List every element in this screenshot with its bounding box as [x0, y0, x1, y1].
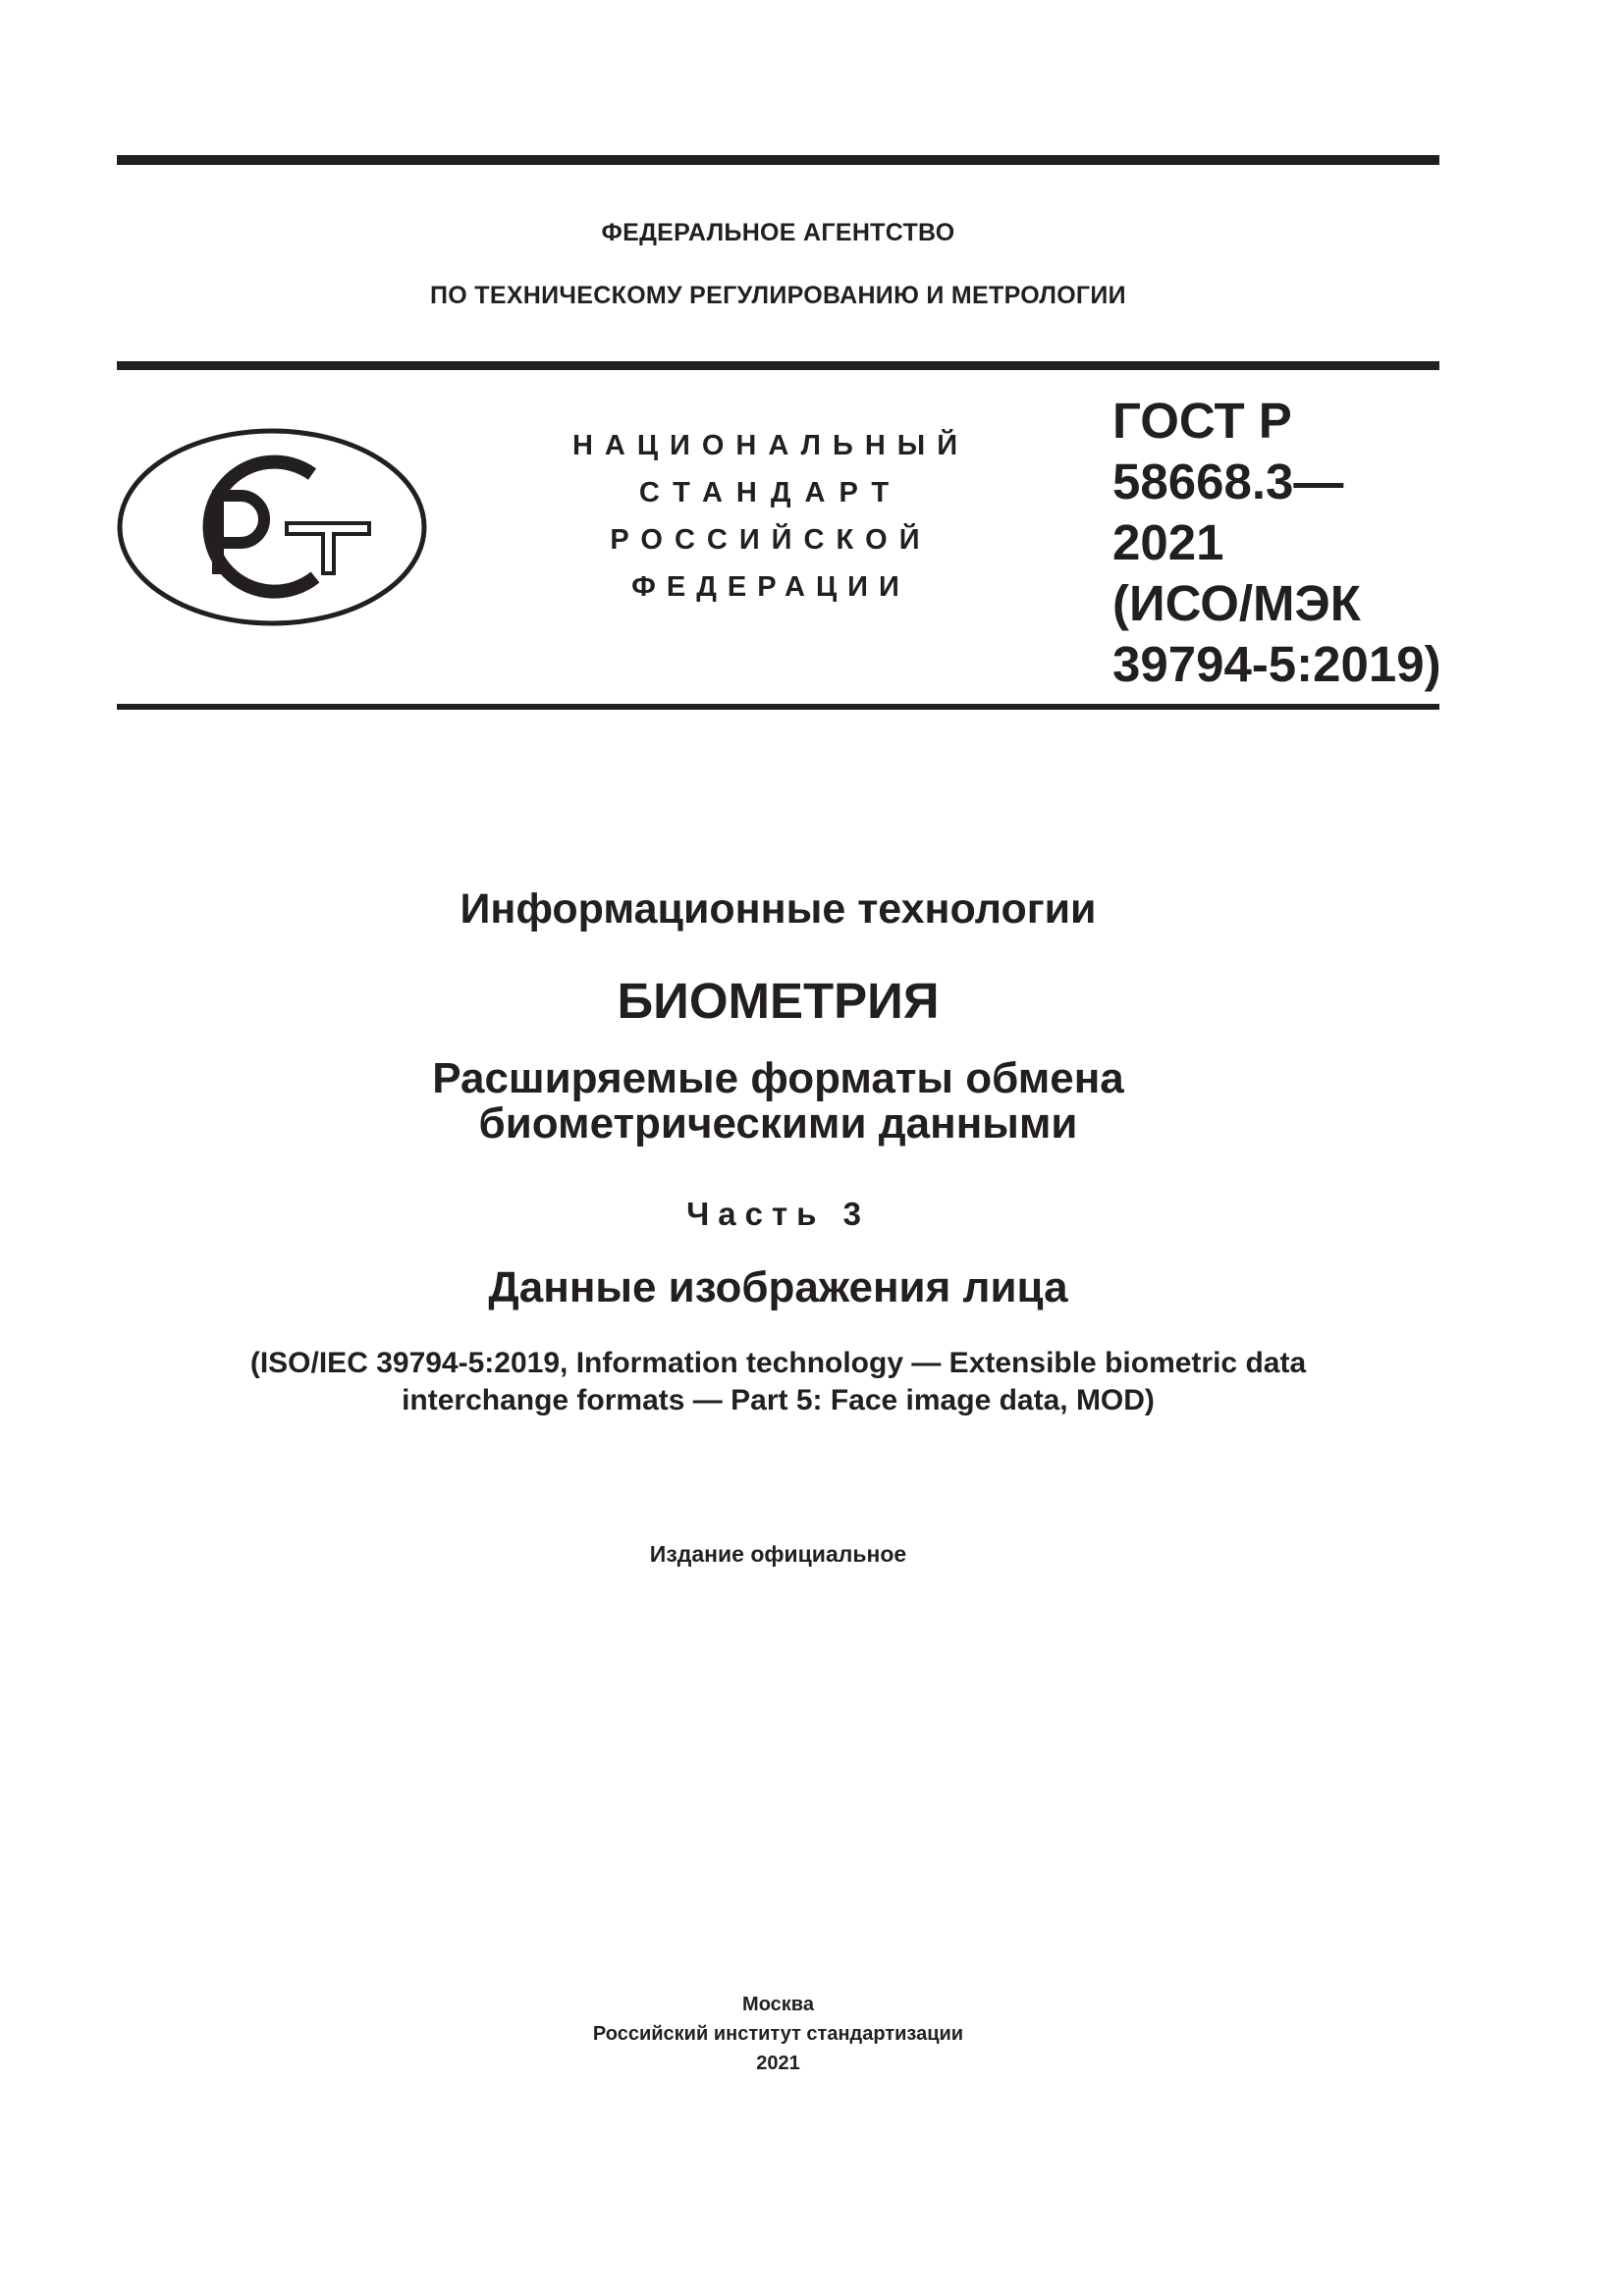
- part-number-text: Часть 3: [686, 1196, 870, 1232]
- designation-line-4: (ИСО/МЭК: [1112, 575, 1361, 631]
- national-standard-line-1: НАЦИОНАЛЬНЫЙ: [571, 430, 970, 461]
- footer-publisher: Российский институт стандартизации: [592, 2023, 964, 2045]
- designation-line-2: 58668.3—: [1112, 454, 1344, 509]
- general-title-text: Информационные технологии: [460, 885, 1097, 933]
- designation-line-1: ГОСТ Р: [1112, 393, 1292, 449]
- subtitle: [117, 1056, 1439, 1147]
- part-title-text: Данные изображения лица: [488, 1263, 1068, 1311]
- footer-year: 2021: [756, 2053, 800, 2074]
- footer-city: Москва: [742, 1994, 814, 2015]
- designation-line-5: 39794-5:2019): [1112, 636, 1441, 692]
- national-standard-line-4: ФЕДЕРАЦИИ: [631, 571, 910, 603]
- iso-reference-line-1: (ISO/IEC 39794-5:2019, Information technology — Extensible biometric data: [249, 1347, 1307, 1379]
- publisher-footer: [117, 1990, 1439, 2078]
- bottom-rule: [117, 704, 1439, 710]
- standard-designation: [1112, 391, 1441, 695]
- national-standard-line-3: РОССИЙСКОЙ: [610, 524, 932, 556]
- national-standard-line-2: СТАНДАРТ: [638, 477, 903, 508]
- rst-certification-mark-icon: [115, 427, 429, 628]
- iso-reference-line-2: interchange formats — Part 5: Face image data, MOD): [402, 1384, 1155, 1416]
- part-title: [117, 1261, 1439, 1314]
- designation-line-3: 2021: [1112, 514, 1224, 570]
- general-title: [117, 883, 1439, 934]
- agency-header: [117, 218, 1439, 310]
- top-rule: [117, 155, 1439, 165]
- edition-text: Издание официальное: [649, 1541, 907, 1567]
- agency-line-2: ПО ТЕХНИЧЕСКОМУ РЕГУЛИРОВАНИЮ И МЕТРОЛОГИИ: [430, 282, 1126, 309]
- subtitle-line-2: биометрическими данными: [478, 1099, 1078, 1148]
- part-number: [117, 1195, 1439, 1234]
- middle-rule: [117, 361, 1439, 370]
- iso-reference: [117, 1345, 1439, 1419]
- subtitle-line-1: Расширяемые форматы обмена: [432, 1054, 1124, 1102]
- national-standard-label: [545, 422, 997, 611]
- edition-label: [117, 1539, 1439, 1569]
- main-title-text: БИОМЕТРИЯ: [617, 973, 940, 1029]
- main-title: [117, 972, 1439, 1031]
- agency-line-1: ФЕДЕРАЛЬНОЕ АГЕНТСТВО: [601, 219, 955, 246]
